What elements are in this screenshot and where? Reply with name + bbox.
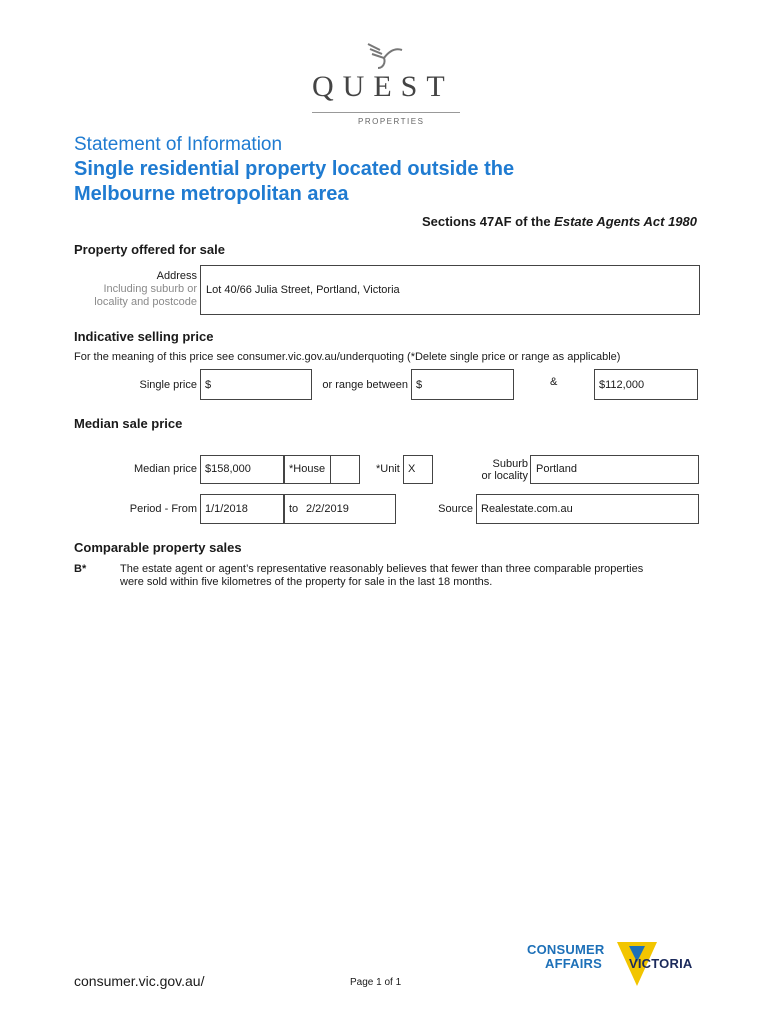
single-price-value: $ [205,379,212,391]
median-price-field[interactable] [200,455,284,484]
act-name: Estate Agents Act 1980 [554,214,697,229]
comparable-heading: Comparable property sales [74,540,242,555]
source-field[interactable] [476,494,699,524]
period-from-field[interactable] [200,494,284,524]
address-label: Address [156,270,197,282]
suburb-label-1: Suburb [492,458,528,470]
address-hint-2: locality and postcode [94,296,197,308]
range-low-field[interactable] [411,369,514,400]
cav-line-1: CONSUMER [527,942,605,957]
address-value: Lot 40/66 Julia Street, Portland, Victoria [206,284,400,296]
cav-line-2: AFFAIRS [545,956,603,971]
period-to-field[interactable] [284,494,396,524]
indicative-note: For the meaning of this price see consumer.vic.gov.au/underquoting (*Delete single price or range as applicable) [74,351,621,363]
unit-label: *Unit [376,463,400,475]
range-high-field[interactable] [594,369,698,400]
comparable-text-line-1: The estate agent or agent’s representative reasonably believes that fewer than three comparable properties [120,563,644,575]
statement-heading: Statement of Information [74,134,283,155]
act-reference [422,214,697,229]
property-heading: Property offered for sale [74,242,225,257]
range-high-value: $112,000 [599,379,645,391]
median-heading: Median sale price [74,416,183,431]
median-price-label: Median price [134,463,197,475]
quest-wordmark: QUEST [312,70,454,103]
title-line-2: Melbourne metropolitan area [74,183,349,205]
consumer-affairs-victoria-logo [527,938,707,988]
single-price-field[interactable] [200,369,312,400]
unit-checkbox[interactable] [403,455,433,484]
period-from-value: 1/1/2018 [205,503,248,515]
single-price-label: Single price [139,379,197,391]
comparable-text [120,563,643,589]
range-and-label: & [550,376,558,388]
address-field[interactable] [200,265,700,315]
source-label: Source [438,503,473,515]
to-label: to [289,503,299,515]
title-line-1: Single residential property located outside the [74,158,515,180]
unit-value: X [408,463,416,475]
house-label: *House [289,463,326,475]
range-low-value: $ [416,379,423,391]
quest-bird-icon [362,40,406,70]
comparable-text-line-2: were sold within five kilometres of the property for sale in the last 18 months. [120,576,493,588]
median-price-value: $158,000 [205,463,251,475]
address-hint-1: Including suburb or [103,283,197,295]
logo-divider [312,112,460,113]
period-label: Period - From [129,503,197,515]
house-checkbox[interactable] [330,455,361,484]
page-number: Page 1 of 1 [350,977,402,988]
comparable-marker: B* [74,563,87,575]
document-title [74,157,514,207]
period-to-value: 2/2/2019 [306,503,349,515]
suburb-field[interactable] [530,455,699,484]
source-value: Realestate.com.au [481,503,573,515]
house-field[interactable] [284,455,360,484]
cav-state: VICTORIA [629,956,693,971]
suburb-value: Portland [536,463,577,475]
footer-url[interactable]: consumer.vic.gov.au/ [74,973,205,989]
range-label: or range between [322,379,408,391]
indicative-heading: Indicative selling price [74,329,214,344]
act-prefix: Sections 47AF of the [421,214,555,229]
quest-subtitle: PROPERTIES [358,117,425,126]
suburb-label-2: or locality [481,470,528,482]
quest-logo [300,40,470,132]
